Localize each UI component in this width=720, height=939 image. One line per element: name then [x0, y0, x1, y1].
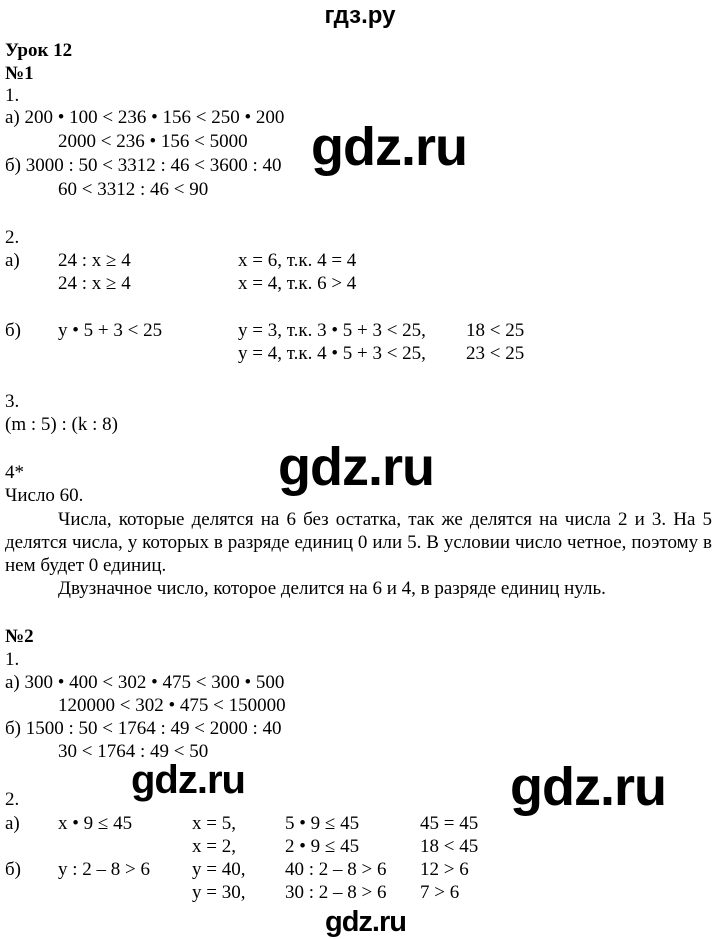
watermark: gdz.ru: [278, 437, 434, 497]
explanation-paragraph: Двузначное число, которое делится на 6 и 4, в разряде единиц нуль.: [58, 578, 606, 599]
watermark: gdz.ru: [131, 758, 245, 802]
value: y = 40,: [192, 859, 246, 880]
expression: (m : 5) : (k : 8): [5, 414, 118, 435]
task-number: 4*: [5, 462, 24, 483]
exercise-2-label: №2: [5, 626, 34, 647]
task-line: б) 3000 : 50 < 3312 : 46 < 3600 : 40: [5, 155, 282, 176]
item-label: а): [5, 813, 20, 834]
task-number: 1.: [5, 649, 20, 670]
task-number: 2.: [5, 789, 20, 810]
item-label: б): [5, 859, 21, 880]
expression: 24 : x ≥ 4: [58, 273, 131, 294]
check: 40 : 2 – 8 > 6: [285, 859, 387, 880]
comparison: 18 < 45: [420, 836, 479, 857]
task-number: 3.: [5, 391, 20, 412]
expression: y : 2 – 8 > 6: [58, 859, 150, 880]
task-line: 30 < 1764 : 49 < 50: [58, 741, 209, 762]
expression: x • 9 ≤ 45: [58, 813, 133, 834]
value: x = 2,: [192, 836, 236, 857]
value: y = 30,: [192, 882, 246, 903]
exercise-1-label: №1: [5, 63, 34, 84]
answer: Число 60.: [5, 485, 84, 506]
check: 5 • 9 ≤ 45: [285, 813, 360, 834]
task-line: б) 1500 : 50 < 1764 : 49 < 2000 : 40: [5, 718, 282, 739]
value: x = 5,: [192, 813, 236, 834]
result: y = 3, т.к. 3 • 5 + 3 < 25,: [238, 320, 426, 341]
site-header: гдз.ру: [324, 2, 396, 29]
expression: 24 : x ≥ 4: [58, 250, 131, 271]
task-line: а) 200 • 100 < 236 • 156 < 250 • 200: [5, 107, 285, 128]
result: y = 4, т.к. 4 • 5 + 3 < 25,: [238, 343, 426, 364]
expression: y • 5 + 3 < 25: [58, 320, 163, 341]
watermark: gdz.ru: [325, 906, 406, 938]
comparison: 45 = 45: [420, 813, 479, 834]
item-label: б): [5, 320, 21, 341]
task-line: 60 < 3312 : 46 < 90: [58, 179, 209, 200]
comparison: 7 > 6: [420, 882, 460, 903]
task-line: 2000 < 236 • 156 < 5000: [58, 131, 248, 152]
watermark: gdz.ru: [311, 117, 467, 177]
task-line: 120000 < 302 • 475 < 150000: [58, 695, 286, 716]
comparison: 12 > 6: [420, 859, 469, 880]
watermark: gdz.ru: [510, 757, 666, 817]
task-number: 2.: [5, 227, 20, 248]
lesson-title: Урок 12: [5, 40, 73, 61]
task-number: 1.: [5, 85, 20, 106]
result: x = 4, т.к. 6 > 4: [238, 273, 357, 294]
explanation-paragraph: Числа, которые делятся на 6 без остатка, так же делятся на числа 2 и 3. На 5 делятся числа, у которых в разряде единиц 0 или 5. В условии число четное, поэтому в нем будет 0 единиц.: [5, 509, 712, 576]
check: 30 : 2 – 8 > 6: [285, 882, 387, 903]
comparison: 18 < 25: [466, 320, 525, 341]
check: 2 • 9 ≤ 45: [285, 836, 360, 857]
task-line: а) 300 • 400 < 302 • 475 < 300 • 500: [5, 672, 285, 693]
result: x = 6, т.к. 4 = 4: [238, 250, 357, 271]
item-label: а): [5, 250, 20, 271]
comparison: 23 < 25: [466, 343, 525, 364]
